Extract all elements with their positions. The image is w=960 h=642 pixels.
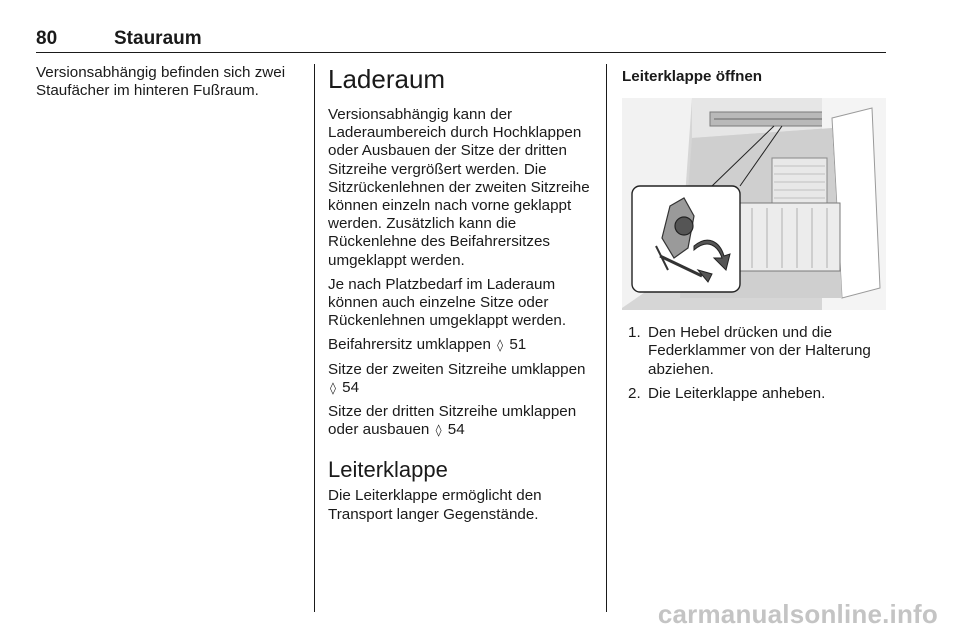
laderaum-note: Je nach Platzbedarf im Laderaum können auch einzelne Sitze oder Rückenlehnen umgeklappt werden.: [328, 275, 567, 330]
storage-paragraph: Versionsabhängig befinden sich zwei Staufächer im hinteren Fußraum.: [36, 64, 286, 100]
column-divider: [314, 64, 315, 612]
watermark: carmanualsonline.info: [657, 599, 938, 629]
cross-reference-page: 54: [447, 421, 465, 439]
heading-leiterklappe: Leiterklappe: [328, 457, 448, 483]
column-divider: [606, 64, 607, 612]
cross-reference-page: 51: [509, 336, 527, 354]
page-number: 80: [36, 28, 58, 49]
cross-reference-text: Beifahrersitz umklappen: [328, 336, 491, 354]
step-number: 2.: [628, 384, 641, 402]
page-reference-icon: ◊: [330, 380, 336, 395]
laderaum-intro: Versionsabhängig kann der Laderaumbereich durch Hochklappen oder Ausbauen der Sitze der dritten Sitzreihe vergrößert werden. Die Sitzrückenlehnen der zweiten Sitzreihe können einzeln nach vorne geklappt werden. Zusätzlich kann die Rückenlehne des Beifahrersitzes umgeklappt werden.: [328, 106, 590, 269]
cross-reference-text: Sitze der zweiten Sitzreihe umklappen: [328, 360, 586, 378]
page-header: [36, 28, 886, 53]
cross-reference-text: Sitze der dritten Sitzreihe umklappen oder ausbauen: [328, 403, 577, 439]
step-text: Den Hebel drücken und die Federklammer von der Halterung abziehen.: [648, 324, 871, 378]
vehicle-cargo-ladder-hatch-illustration: [622, 98, 886, 310]
section-title: Stauraum: [114, 28, 202, 49]
heading-laderaum: Laderaum: [328, 64, 446, 94]
heading-leiterklappe-oeffnen: Leiterklappe öffnen: [622, 68, 763, 85]
step-number: 1.: [628, 324, 641, 342]
page-reference-icon: ◊: [435, 423, 442, 438]
column-2: [328, 64, 594, 530]
column-3: [622, 64, 886, 409]
cross-reference[interactable]: [328, 403, 594, 439]
step-text: Die Leiterklappe anheben.: [648, 384, 826, 402]
cross-reference[interactable]: [328, 336, 594, 354]
cross-reference[interactable]: [328, 361, 594, 397]
list-item: [622, 385, 886, 403]
column-1: [36, 64, 306, 106]
steps-list: [622, 324, 886, 403]
cross-reference-page: 54: [342, 378, 360, 396]
leiterklappe-paragraph: Die Leiterklappe ermöglicht den Transport langer Gegenstände.: [328, 487, 542, 523]
page-reference-icon: ◊: [497, 338, 504, 353]
list-item: [622, 324, 886, 379]
